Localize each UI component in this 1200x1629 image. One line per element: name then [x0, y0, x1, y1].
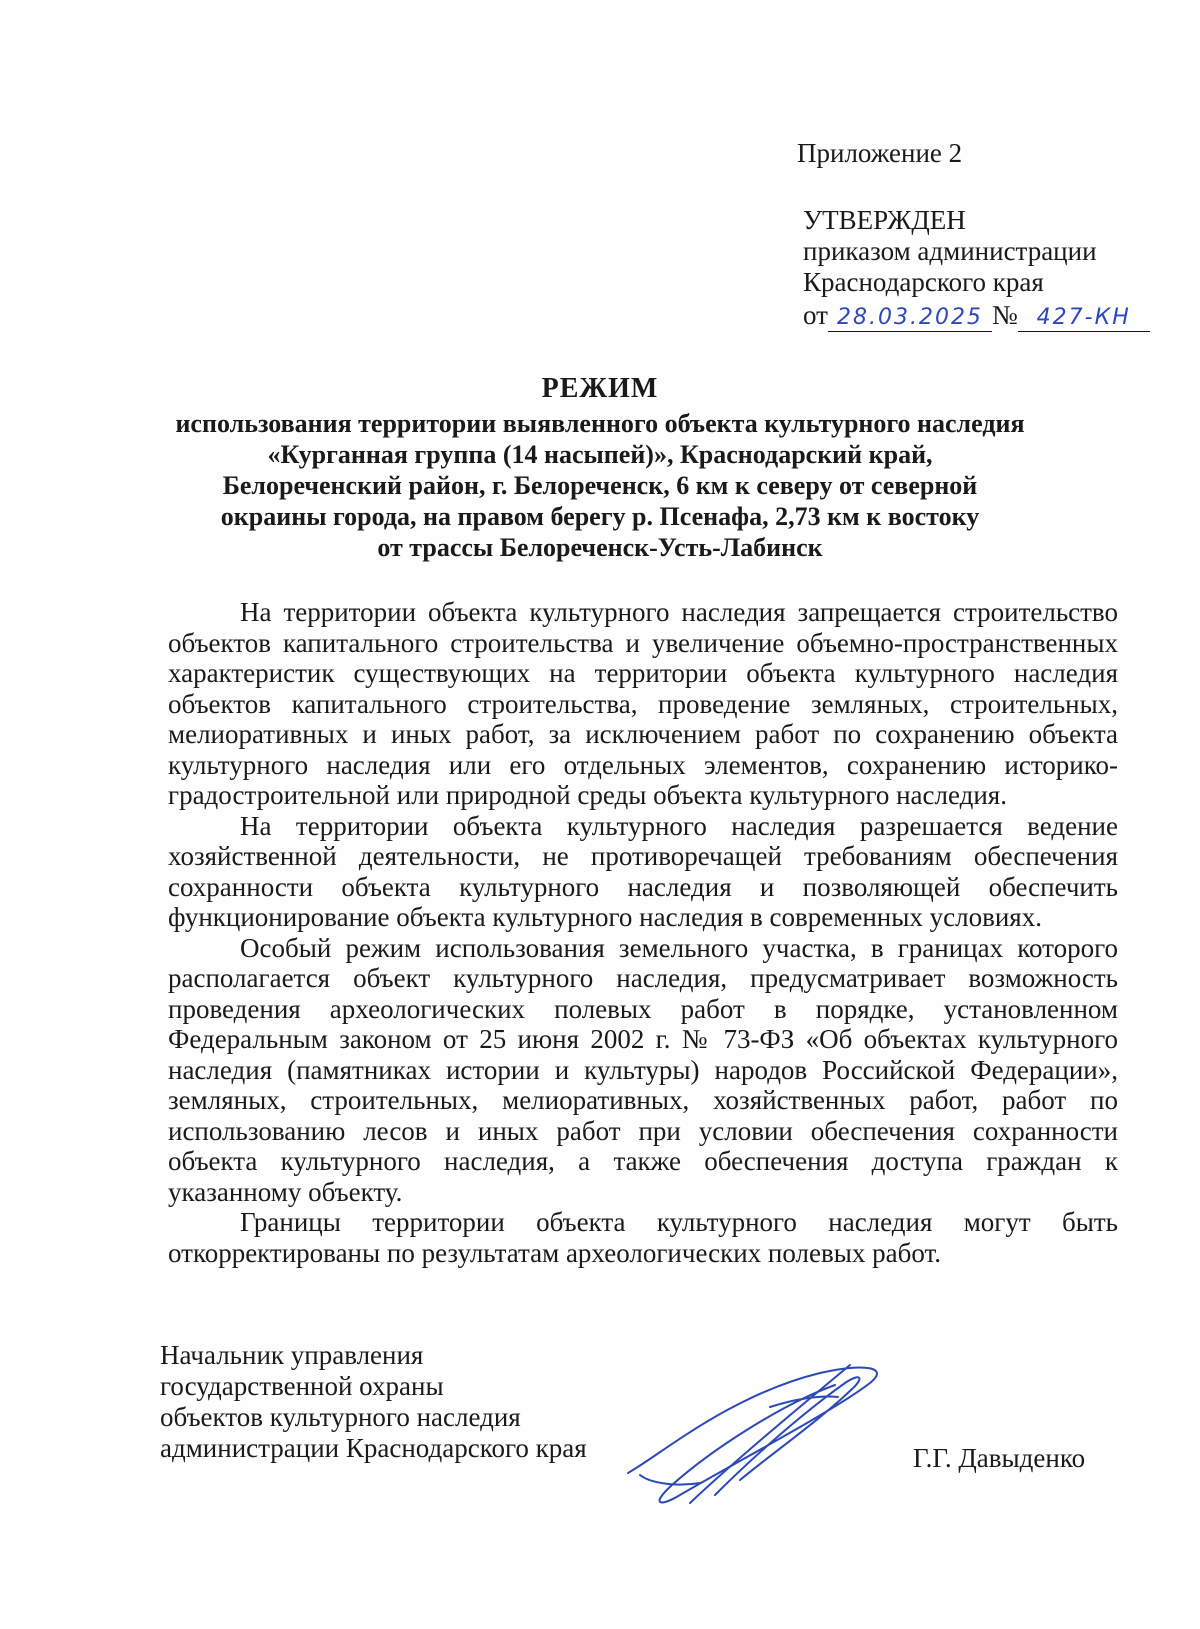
- appendix-label: Приложение 2: [797, 138, 963, 168]
- order-line-1: приказом администрации: [803, 236, 1097, 266]
- number-prefix: №: [991, 300, 1018, 330]
- signer-line-4: администрации Краснодарского края: [160, 1433, 587, 1463]
- signer-position: [160, 1340, 587, 1464]
- order-line-2: Краснодарского края: [803, 267, 1044, 297]
- approved-label: УТВЕРЖДЕН: [803, 205, 966, 235]
- order-number-handwritten: 427-КН: [1018, 305, 1150, 332]
- order-date-handwritten: 28.03.2025: [828, 305, 992, 332]
- title-line-3: Белореченский район, г. Белореченск, 6 км к северу от северной: [222, 471, 978, 500]
- signer-name: Г.Г. Давыденко: [913, 1443, 1086, 1473]
- paragraph-permitted-activity: На территории объекта культурного наследия разрешается ведение хозяйственной деятельности, не противоречащей требованиям обеспечения сохранности объекта культурного наследия и позволяющей обеспечить функционирование объекта культурного наследия в современных условиях.: [168, 810, 1118, 932]
- order-date-number: [803, 300, 1150, 332]
- signer-line-1: Начальник управления: [160, 1340, 424, 1370]
- document-title: [140, 371, 1060, 563]
- title-line-4: окраины города, на правом берегу р. Псенафа, 2,73 км к востоку: [220, 502, 980, 531]
- paragraph-boundaries: Границы территории объекта культурного наследия могут быть откорректированы по результатам археологических полевых работ.: [168, 1207, 1118, 1268]
- paragraph-special-regime: Особый режим использования земельного участка, в границах которого располагается объект культурного наследия, предусматривает возможность проведения археологических полевых работ в порядке, установленном Федеральным законом от 25 июня 2002 г. № 73-ФЗ «Об объектах культурного наследия (памятниках истории и культуры) народов Российской Федерации», земляных, строительных, мелиоративных, хозяйственных работ, работ по использованию лесов и иных работ при условии обеспечения сохранности объекта культурного наследия, а также обеспечения доступа граждан к указанному объекту.: [168, 932, 1118, 1207]
- approval-stamp-block: [803, 205, 1150, 332]
- title-line-5: от трассы Белореченск-Усть-Лабинск: [377, 533, 823, 562]
- signer-line-2: государственной охраны: [160, 1371, 444, 1401]
- title-line-2: «Курганная группа (14 насыпей)», Краснодарский край,: [267, 440, 933, 469]
- handwritten-signature: [620, 1355, 900, 1515]
- signer-line-3: объектов культурного наследия: [160, 1402, 521, 1432]
- title-main: РЕЖИМ: [541, 373, 659, 404]
- date-prefix: от: [803, 300, 828, 330]
- document-body: [168, 597, 1118, 1268]
- paragraph-prohibitions: На территории объекта культурного наследия запрещается строительство объектов капитального строительства и увеличение объемно-пространственных характеристик существующих на территории объекта культурного наследия объектов капитального строительства, проведение земляных, строительных, мелиоративных и иных работ, за исключением работ по сохранению объекта культурного наследия или его отдельных элементов, сохранению историко-градостроительной или природной среды объекта культурного наследия.: [168, 597, 1118, 810]
- title-line-1: использования территории выявленного объекта культурного наследия: [175, 409, 1025, 438]
- title-subtitle: [140, 408, 1060, 563]
